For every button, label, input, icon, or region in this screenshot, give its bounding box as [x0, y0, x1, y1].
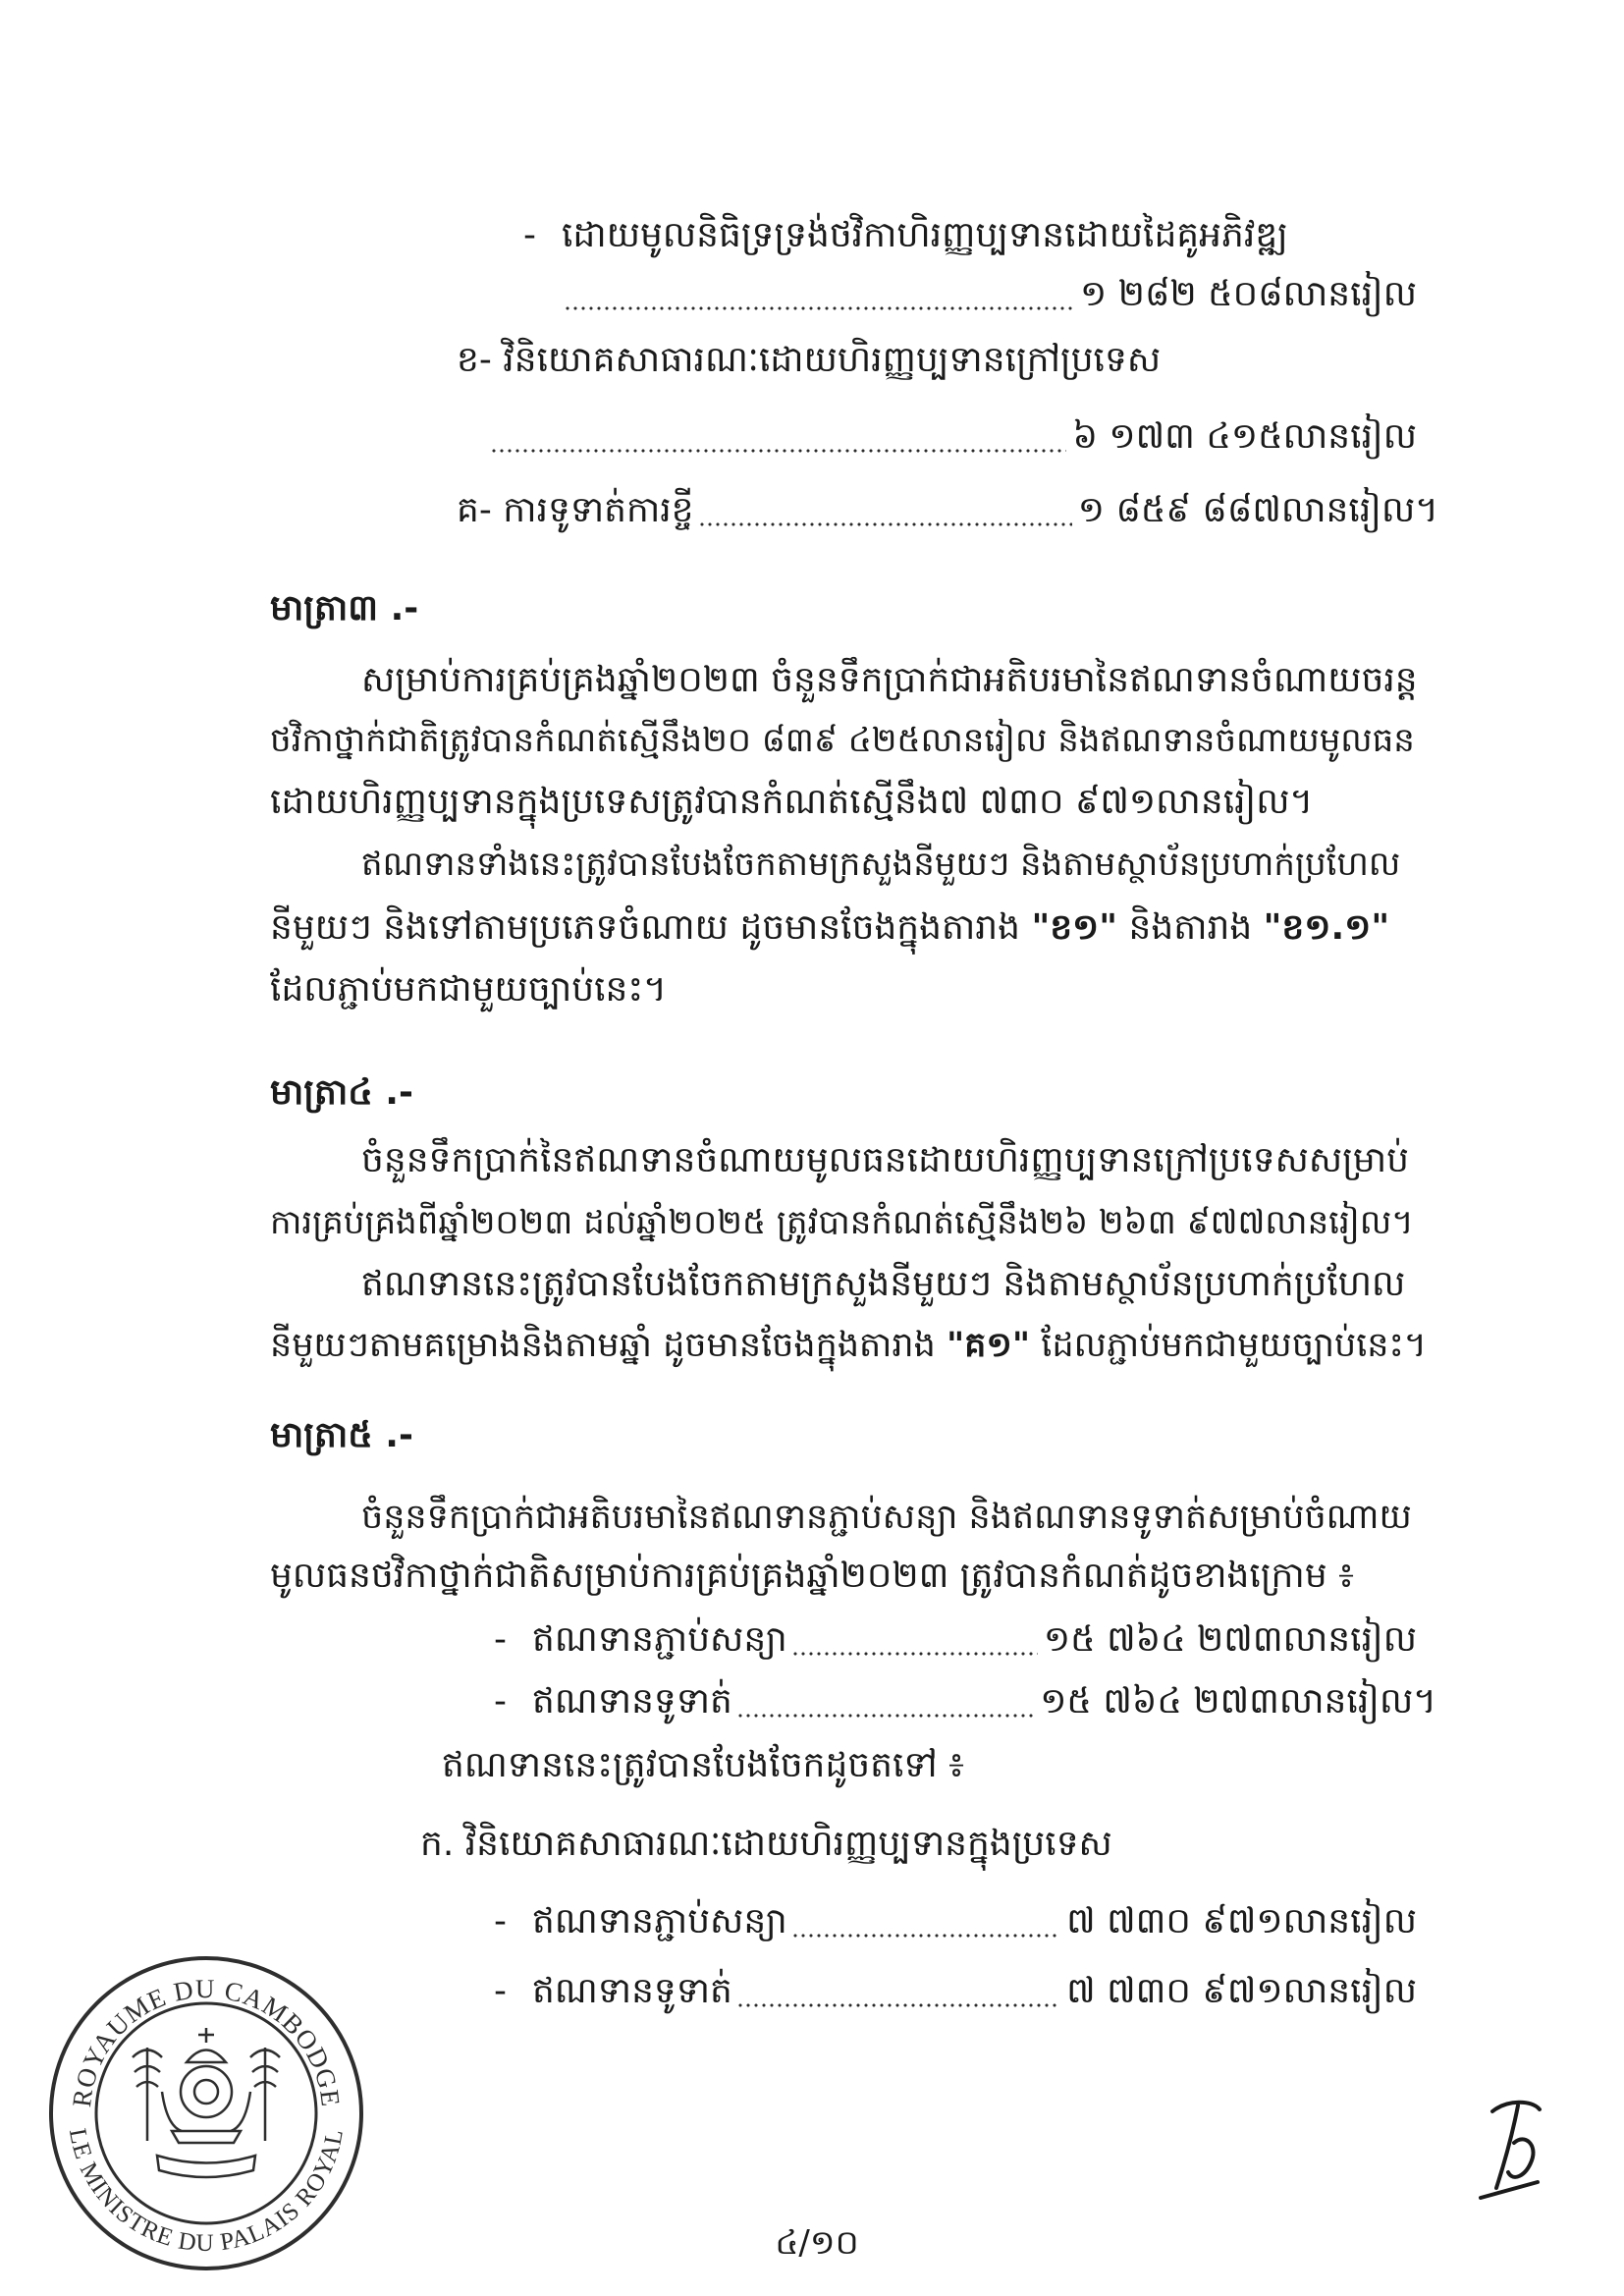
- article-4-line: ការគ្រប់គ្រងពីឆ្នាំ២០២៣ ដល់ឆ្នាំ២០២៥ ត្រូវបានកំណត់ស្មើនឹង២៦ ២៦៣ ៩៧៧លានរៀល។: [270, 1203, 1414, 1242]
- line-text: និងតារាង: [1117, 907, 1264, 948]
- item-label: ដោយមូលនិធិទ្រទ្រង់ថវិកាហិរញ្ញប្បទានដោយដៃគូអភិវឌ្ឍ: [562, 215, 1288, 255]
- item-amount: ៧ ៧៣០ ៩៧១លានរៀល: [1066, 1971, 1417, 2011]
- article-3-line: ថវិកាថ្នាក់ជាតិត្រូវបានកំណត់ស្មើនឹង២០ ៨៣៩ ៤២៥លានរៀល និងឥណទានចំណាយមូលធន: [270, 721, 1415, 760]
- table-reference: "ខ១.១": [1263, 907, 1390, 948]
- line-text: នីមួយៗ និងទៅតាមប្រភេទចំណាយ ដូចមានចែងក្នុងតារាង: [270, 907, 1032, 948]
- article-5-line: មូលធនថវិកាថ្នាក់ជាតិសម្រាប់ការគ្រប់គ្រងឆ្នាំ២០២៣ ត្រូវបានកំណត់ដូចខាងក្រោម ៖: [270, 1556, 1354, 1596]
- ka-payment-row: [494, 1962, 1417, 2021]
- item-amount: ៦ ១៧៣ ៤១៥លានរៀល: [1072, 416, 1417, 457]
- handwritten-initials-signature: [1481, 2103, 1540, 2198]
- dot-leader: [698, 481, 1072, 540]
- emblem-pedestal: [172, 2131, 241, 2143]
- seal-inner-ring: [96, 2003, 316, 2223]
- item-label: ឥណទានទូទាត់: [532, 1971, 732, 2011]
- opening-item-dev-partners: [523, 206, 1429, 265]
- emblem-shield-core: [194, 2080, 218, 2104]
- dot-leader: [490, 408, 1066, 466]
- article-5-line: ចំនួនទឹកប្រាក់ជាអតិបរមានៃឥណទានភ្ជាប់សន្យា និងឥណទានទូទាត់សម្រាប់ចំណាយ: [361, 1498, 1412, 1537]
- dot-leader: [736, 1962, 1060, 2021]
- item-label: ឥណទានភ្ជាប់សន្យា: [532, 1901, 787, 1941]
- emblem-supporters: [162, 2092, 250, 2131]
- dot-leader: [564, 265, 1074, 324]
- dot-leader: [791, 1892, 1060, 1951]
- emblem-banner: [157, 2156, 255, 2177]
- total-payment-row: [494, 1672, 1436, 1731]
- emblem-right-parasol: [250, 2048, 280, 2141]
- allocation-intro: ឥណទាននេះត្រូវបានបែងចែកដូចតទៅ ៖: [442, 1745, 964, 1785]
- seal-outer-ring: [51, 1958, 361, 2269]
- opening-item-dev-partners-amount-row: [560, 265, 1417, 324]
- article-4-line: [270, 1316, 1429, 1375]
- opening-item-kha-amount-row: [486, 408, 1417, 466]
- seal-bottom-text: [64, 2126, 349, 2257]
- item-amount: ១៥ ៧៦៤ ២៧៣លានរៀល។: [1040, 1681, 1436, 1722]
- item-label: ឥណទានទូទាត់: [532, 1681, 732, 1722]
- item-amount: ៧ ៧៣០ ៩៧១លានរៀល: [1066, 1901, 1417, 1941]
- article-4-line: ឥណទាននេះត្រូវបានបែងចែកតាមក្រសួងនីមួយៗ និងតាមស្ថាប័នប្រហាក់ប្រហែល: [361, 1264, 1406, 1304]
- item-amount: ១ ៨៥៩ ៨៨៧លានរៀល។: [1077, 490, 1438, 530]
- seal-top-text: [67, 1974, 346, 2108]
- opening-item-ko: [457, 481, 1438, 540]
- article-3-line: ឥណទានទាំងនេះត្រូវបានបែងចែកតាមក្រសួងនីមួយៗ និងតាមស្ថាប័នប្រហាក់ប្រហែល: [361, 845, 1401, 884]
- line-text: ដែលភ្ជាប់មកជាមួយច្បាប់នេះ។: [1030, 1326, 1427, 1365]
- page-number: ៤/១០: [775, 2223, 859, 2263]
- table-reference: "គ១": [946, 1326, 1031, 1365]
- emblem-crown-top: [198, 2028, 214, 2043]
- total-commitment-row: [494, 1611, 1417, 1669]
- dot-leader: [791, 1611, 1038, 1669]
- article-4-line: ចំនួនទឹកប្រាក់នៃឥណទានចំណាយមូលធនដោយហិរញ្ញប្បទានក្រៅប្រទេសសម្រាប់: [361, 1140, 1409, 1180]
- bullet-dash: -: [494, 1681, 507, 1722]
- bullet-dash: -: [523, 215, 536, 255]
- dot-leader: [736, 1672, 1034, 1731]
- article-3-line: ដោយហិរញ្ញប្បទានក្នុងប្រទេសត្រូវបានកំណត់ស្មើនឹង៧ ៧៣០ ៩៧១លានរៀល។: [270, 782, 1314, 822]
- bullet-dash: -: [494, 1901, 507, 1941]
- royal-seal-stamp: [51, 1958, 361, 2269]
- item-label: គ- ការទូទាត់ការខ្ចី: [457, 490, 694, 530]
- sub-section-ka-title: ក. វិនិយោគសាធារណៈដោយហិរញ្ញប្បទានក្នុងប្រទេស: [420, 1824, 1112, 1864]
- bullet-dash: -: [494, 1619, 507, 1660]
- emblem-shield: [181, 2066, 232, 2117]
- emblem-left-parasol: [133, 2048, 162, 2141]
- ka-commitment-row: [494, 1892, 1417, 1951]
- emblem-crown: [187, 2050, 226, 2063]
- article-3-heading: មាត្រា៣ .-: [270, 588, 419, 629]
- article-3-line: ដែលភ្ជាប់មកជាមួយច្បាប់នេះ។: [270, 969, 667, 1010]
- royal-emblem-icon: [133, 2028, 280, 2177]
- item-label: ឥណទានភ្ជាប់សន្យា: [532, 1619, 787, 1660]
- article-4-heading: មាត្រា៤ .-: [270, 1072, 413, 1113]
- seal-top-textpath: ROYAUME DU CAMBODGE: [66, 1973, 347, 2109]
- bullet-dash: -: [494, 1971, 507, 2011]
- item-amount: ១ ២៨២ ៥០៨លានរៀល: [1080, 274, 1417, 314]
- table-reference: "ខ១": [1031, 907, 1118, 948]
- article-3-line: សម្រាប់ការគ្រប់គ្រងឆ្នាំ២០២៣ ចំនួនទឹកប្រាក់ជាអតិបរមានៃឥណទានចំណាយចរន្ត: [361, 660, 1418, 700]
- opening-item-kha: ខ- វិនិយោគសាធារណៈដោយហិរញ្ញប្បទានក្រៅប្រទេស: [457, 340, 1162, 380]
- article-3-line: [270, 899, 1429, 957]
- article-5-heading: មាត្រា៥ .-: [270, 1415, 413, 1455]
- seal-bottom-textpath: LE MINISTRE DU PALAIS ROYAL: [63, 2126, 350, 2258]
- line-text: នីមួយៗតាមគម្រោងនិងតាមឆ្នាំ ដូចមានចែងក្នុងតារាង: [270, 1326, 947, 1365]
- item-amount: ១៥ ៧៦៤ ២៧៣លានរៀល: [1043, 1619, 1417, 1660]
